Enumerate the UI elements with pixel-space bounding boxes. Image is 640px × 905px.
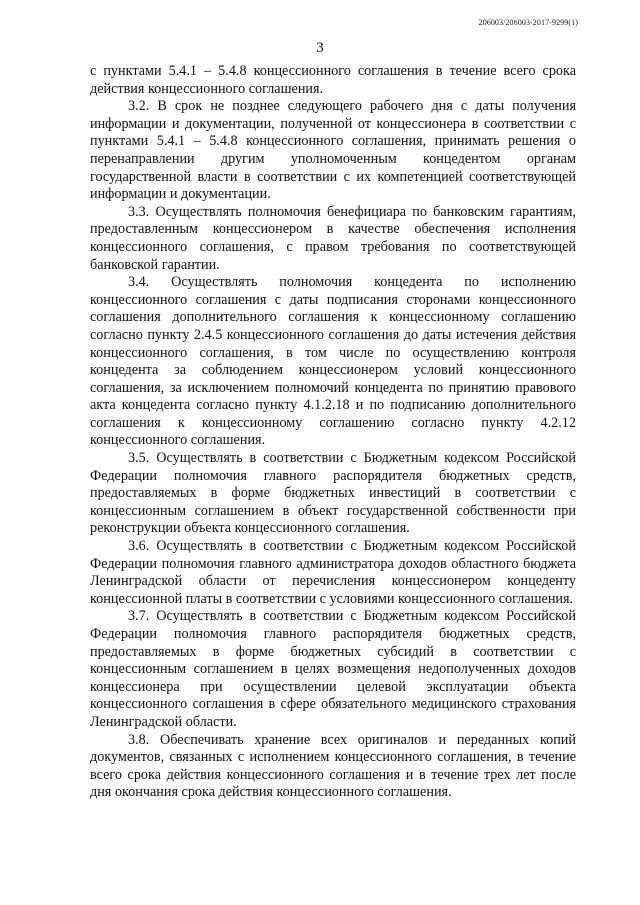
paragraph-3-4: 3.4. Осуществлять полномочия концедента по исполнению концессионного соглашения с даты подписания сторонами концессионного соглашения дополнительного соглашения к концессионному соглашению согласно пункту 2.4.5 концессионного соглашения до даты истечения действия концессионного соглашения, в том числе по осуществлению контроля концедента за соблюдением концессионером условий концессионного соглашения, за исключением полномочий концедента по принятию правового акта концедента согласно пункту 4.1.2.18 и по подписанию дополнительного соглашения к концессионному соглашению согласно пункту 4.2.12 концессионного соглашения. — [90, 274, 576, 449]
paragraph-3-8: 3.8. Обеспечивать хранение всех оригиналов и переданных копий документов, связанных с исполнением концессионного соглашения, в течение всего срока действия концессионного соглашения и в течение трех лет после дня окончания срока действия концессионного соглашения. — [90, 731, 576, 801]
paragraph-continuation: с пунктами 5.4.1 – 5.4.8 концессионного соглашения в течение всего срока действия концессионного соглашения. — [90, 63, 576, 97]
paragraph-3-6: 3.6. Осуществлять в соответствии с Бюджетным кодексом Российской Федерации полномочия главного администратора доходов областного бюджета Ленинградской области от перечисления концессионером концеденту концессионной платы в соответствии с условиями концессионного соглашения. — [90, 538, 576, 607]
document-id: 206003/206003-2017-9299(1) — [478, 18, 578, 27]
document-body — [90, 63, 576, 802]
paragraph-3-2: 3.2. В срок не позднее следующего рабочего дня с даты получения информации и документации, полученной от концессионера в соответствии с пунктами 5.4.1 – 5.4.8 концессионного соглашения, принимать решения о перенаправлении другим уполномоченным концедентом органам государственной власти в соответствии с их компетенцией соответствующей информации и документации. — [90, 98, 576, 203]
page-number: 3 — [316, 40, 324, 56]
paragraph-3-3: 3.3. Осуществлять полномочия бенефициара по банковским гарантиям, предоставленным концессионером в качестве обеспечения исполнения концессионного соглашения, с правом требования по соответствующей банковской гарантии. — [90, 203, 576, 273]
paragraph-3-5: 3.5. Осуществлять в соответствии с Бюджетным кодексом Российской Федерации полномочия главного распорядителя бюджетных средств, предоставляемых в форме бюджетных инвестиций в соответствии с концессионным соглашением в объект государственной собственности при реконструкции объекта концессионного соглашения. — [90, 450, 576, 537]
paragraph-3-7: 3.7. Осуществлять в соответствии с Бюджетным кодексом Российской Федерации полномочия главного распорядителя бюджетных средств, предоставляемых в форме бюджетных субсидий в соответствии с концессионным соглашением в целях возмещения недополученных доходов концессионера при осуществлении целевой эксплуатации объекта концессионного соглашения в сфере обязательного медицинского страхования Ленинградской области. — [90, 608, 576, 730]
